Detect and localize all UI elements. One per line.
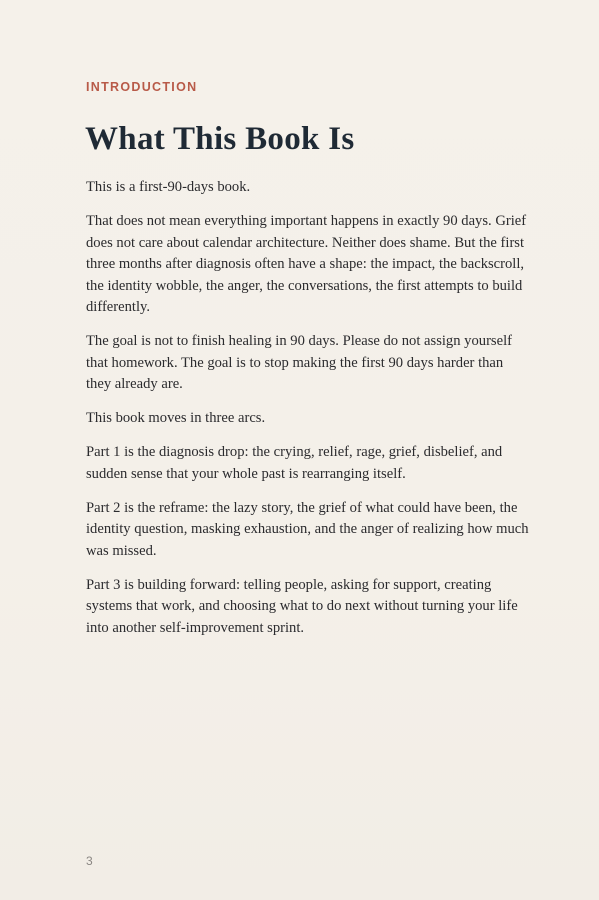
paragraph: Part 1 is the diagnosis drop: the crying, relief, rage, grief, disbelief, and sudden sense that your whole past is rearranging itself. (86, 444, 503, 482)
paragraph: This is a first-90-days book. (86, 179, 251, 195)
paragraph: This book moves in three arcs. (86, 410, 266, 426)
body-text (86, 177, 531, 652)
paragraph: The goal is not to finish healing in 90 days. Please do not assign yourself that homework. The goal is to stop making the first 90 days harder than they already are. (86, 333, 512, 392)
section-label: INTRODUCTION (86, 80, 198, 94)
page-title: What This Book Is (85, 121, 355, 157)
paragraph: Part 2 is the reframe: the lazy story, the grief of what could have been, the identity question, masking exhaustion, and the anger of realizing how much was missed. (86, 499, 529, 559)
paragraph: Part 3 is building forward: telling people, asking for support, creating systems that work, and choosing what to do next without turning your life into another self-improvement sprint. (86, 576, 518, 636)
paragraph: That does not mean everything important happens in exactly 90 days. Grief does not care about calendar architecture. Neither does shame. But the first three months after diagnosis often have a shape: the impact, the backscroll, the identity wobble, the anger, the conversations, the first attempts to build differently. (86, 213, 527, 315)
page-number: 3 (86, 854, 93, 868)
